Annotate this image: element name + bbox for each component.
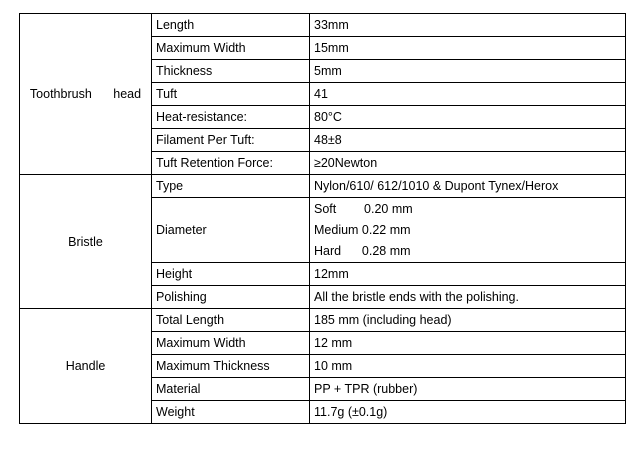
spec-key: Polishing (152, 286, 310, 309)
spec-key: Diameter (152, 198, 310, 263)
spec-key: Maximum Width (152, 37, 310, 60)
spec-key: Tuft Retention Force: (152, 152, 310, 175)
group-label-handle: Handle (20, 309, 152, 424)
spec-key: Thickness (152, 60, 310, 83)
diameter-hard: Hard 0.28 mm (314, 243, 411, 258)
spec-value: Nylon/610/ 612/1010 & Dupont Tynex/Herox (310, 175, 626, 198)
spec-key: Maximum Width (152, 332, 310, 355)
spec-value: 41 (310, 83, 626, 106)
spec-value: 185 mm (including head) (310, 309, 626, 332)
spec-value: PP + TPR (rubber) (310, 378, 626, 401)
spec-value: 15mm (310, 37, 626, 60)
spec-value: 12 mm (310, 332, 626, 355)
diameter-soft: Soft 0.20 mm (314, 201, 413, 216)
table-row (20, 309, 626, 332)
spec-value: 10 mm (310, 355, 626, 378)
spec-key: Filament Per Tuft: (152, 129, 310, 152)
diameter-medium: Medium 0.22 mm (314, 222, 411, 237)
spec-table (19, 13, 626, 424)
spec-key: Type (152, 175, 310, 198)
spec-key: Weight (152, 401, 310, 424)
table-row (20, 14, 626, 37)
spec-value: 5mm (310, 60, 626, 83)
spec-value: ≥20Newton (310, 152, 626, 175)
table-row (20, 175, 626, 198)
spec-key: Maximum Thickness (152, 355, 310, 378)
group-label-bristle: Bristle (20, 175, 152, 309)
spec-value: All the bristle ends with the polishing. (310, 286, 626, 309)
group-label-head: Toothbrush head (20, 14, 152, 175)
spec-key: Length (152, 14, 310, 37)
spec-value: 12mm (310, 263, 626, 286)
diameter-values (310, 198, 626, 263)
spec-value: 80°C (310, 106, 626, 129)
spec-key: Height (152, 263, 310, 286)
spec-key: Heat-resistance: (152, 106, 310, 129)
spec-value: 33mm (310, 14, 626, 37)
spec-key: Material (152, 378, 310, 401)
spec-value: 48±8 (310, 129, 626, 152)
spec-value: 11.7g (±0.1g) (310, 401, 626, 424)
spec-key: Tuft (152, 83, 310, 106)
spec-key: Total Length (152, 309, 310, 332)
